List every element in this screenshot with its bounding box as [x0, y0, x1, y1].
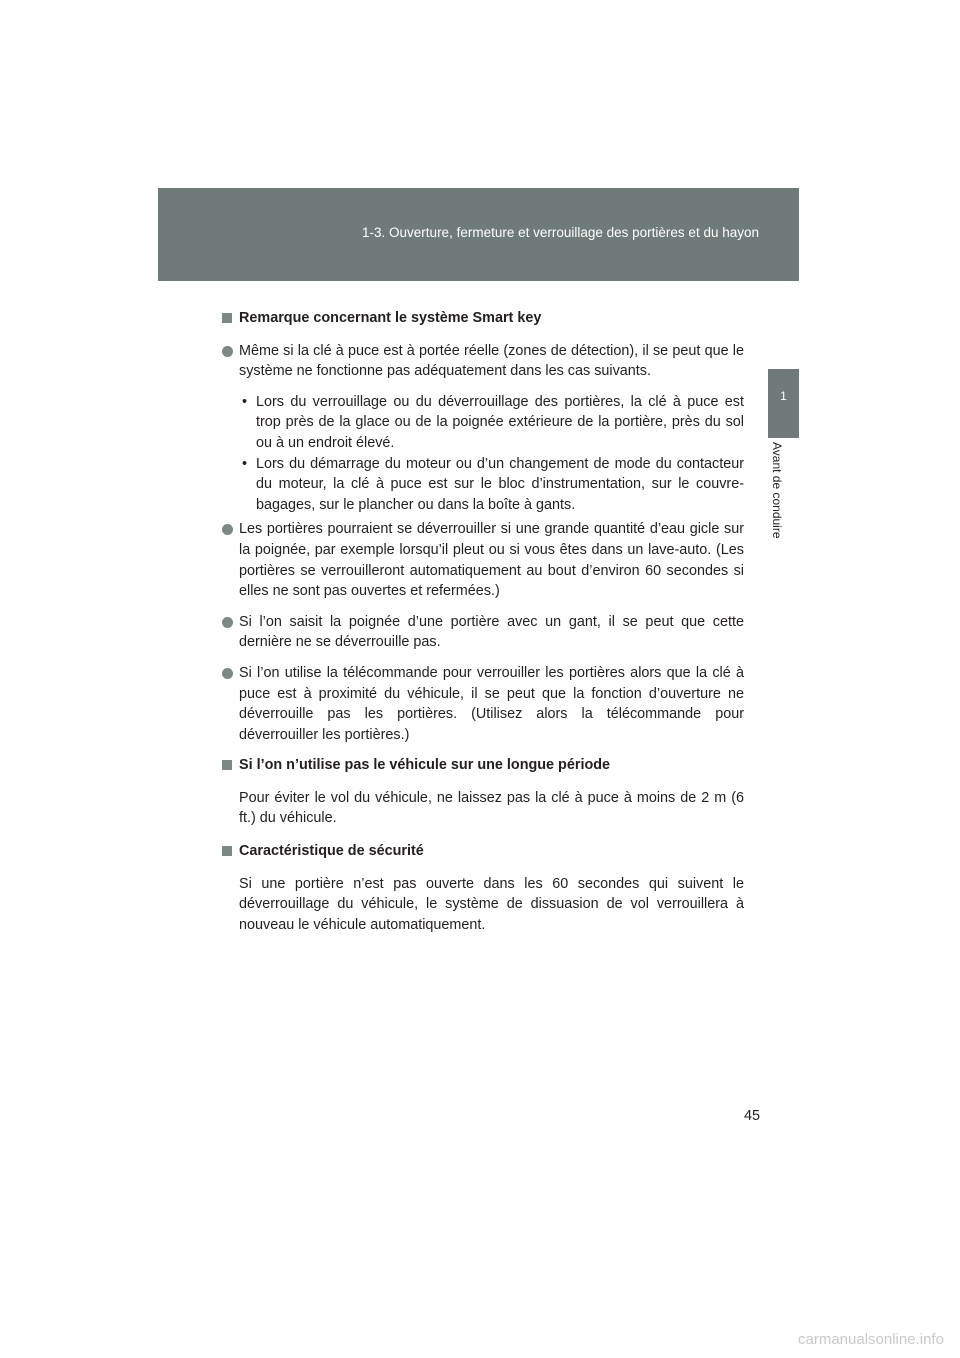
- square-bullet-icon: [222, 313, 232, 323]
- section-heading: Si l’on n’utilise pas le véhicule sur une longue période: [222, 755, 744, 776]
- page-content: [222, 308, 744, 947]
- sub-list-item: • Lors du verrouillage ou du déverrouillage des portières, la clé à puce est trop près de la glace ou de la poignée extérieure de la portière, près du sol ou à un endroit élevé.: [242, 393, 744, 451]
- sub-list: [239, 392, 744, 516]
- dot-bullet-icon: •: [242, 455, 248, 472]
- list-item: Si l’on saisit la poignée d’une portière avec un gant, il se peut que cette dernière ne se déverrouille pas.: [222, 612, 744, 653]
- chapter-header-band: [158, 188, 799, 281]
- sub-list-item: • Lors du démarrage du moteur ou d’un changement de mode du contacteur du moteur, la clé à puce est sur le bloc d’instrumentation, sur le couvre-bagages, sur le plancher ou dans la boîte à gants.: [242, 455, 744, 513]
- dot-bullet-icon: •: [242, 393, 248, 410]
- circle-bullet-icon: [222, 524, 233, 535]
- chapter-side-label: [760, 442, 808, 582]
- square-bullet-icon: [222, 760, 232, 770]
- list-item: Si l’on utilise la télécommande pour verrouiller les portières alors que la clé à puce est à proximité du véhicule, il se peut que la fonction d’ouverture ne déverrouille pas les portières. (Utilisez alors la télécommande pour déverrouiller les portières.): [222, 663, 744, 745]
- page-number: 45: [744, 1108, 761, 1124]
- circle-bullet-icon: [222, 668, 233, 679]
- section-paragraph: Si une portière n’est pas ouverte dans les 60 secondes qui suivent le déverrouillage du véhicule, le système de dissuasion de vol verrouillera à nouveau le véhicule automatiquement.: [239, 875, 744, 933]
- chapter-side-label-text: Avant de conduire: [770, 442, 784, 539]
- section-heading: Caractéristique de sécurité: [222, 841, 744, 862]
- chapter-title: 1-3. Ouverture, fermeture et verrouillage des portières et du hayon: [362, 225, 759, 240]
- watermark: carmanualsonline.info: [798, 1331, 944, 1348]
- chapter-side-tab: [768, 369, 799, 438]
- circle-bullet-icon: [222, 346, 233, 357]
- chapter-number: 1: [780, 389, 787, 403]
- list-item: Même si la clé à puce est à portée réelle (zones de détection), il se peut que le système ne fonctionne pas adéquatement dans les cas suivants.: [222, 341, 744, 382]
- list-item: Les portières pourraient se déverrouiller si une grande quantité d’eau gicle sur la poignée, par exemple lorsqu’il pleut ou si vous êtes dans un lave-auto. (Les portières se verrouilleront automatiquement au bout d’environ 60 secondes si elles ne sont pas ouvertes et refermées.): [222, 519, 744, 601]
- section-heading: Remarque concernant le système Smart key: [222, 308, 744, 329]
- circle-bullet-icon: [222, 617, 233, 628]
- square-bullet-icon: [222, 846, 232, 856]
- section-paragraph: Pour éviter le vol du véhicule, ne laissez pas la clé à puce à moins de 2 m (6 ft.) du véhicule.: [239, 789, 744, 827]
